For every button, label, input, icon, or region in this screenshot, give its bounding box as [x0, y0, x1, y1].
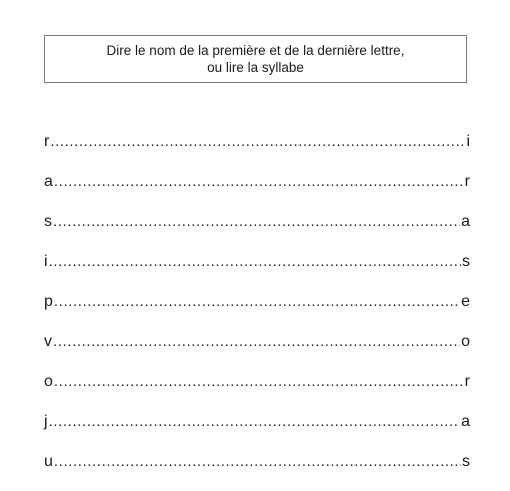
dotted-line: [54, 371, 464, 393]
instruction-line-2: ou lire la syllabe: [207, 60, 304, 75]
letter-row: [44, 331, 470, 371]
first-letter: s: [44, 213, 52, 230]
letter-row: [44, 411, 470, 451]
dotted-line: [53, 331, 460, 353]
last-letter: i: [466, 133, 470, 150]
dotted-line: [53, 211, 460, 233]
letter-row: [44, 371, 470, 411]
dotted-line: [49, 411, 461, 433]
first-letter: j: [44, 413, 48, 430]
letter-row: [44, 211, 470, 251]
first-letter: o: [44, 373, 53, 390]
letter-row: [44, 131, 470, 171]
first-letter: u: [44, 453, 53, 470]
last-letter: s: [462, 253, 470, 270]
first-letter: a: [44, 173, 53, 190]
first-letter: v: [44, 333, 52, 350]
last-letter: e: [461, 293, 470, 310]
last-letter: r: [464, 173, 470, 190]
letter-row: [44, 291, 470, 331]
instruction-box: [44, 35, 467, 83]
dotted-line: [49, 251, 461, 273]
first-letter: p: [44, 293, 53, 310]
letter-row: [44, 451, 470, 491]
last-letter: a: [461, 213, 470, 230]
last-letter: s: [462, 453, 470, 470]
first-letter: i: [44, 253, 48, 270]
letter-row: [44, 251, 470, 291]
first-letter: r: [44, 133, 50, 150]
last-letter: r: [464, 373, 470, 390]
letter-rows: [44, 131, 470, 491]
dotted-line: [54, 171, 464, 193]
letter-row: [44, 171, 470, 211]
instruction-line-1: Dire le nom de la première et de la dernière lettre,: [106, 43, 405, 58]
dotted-line: [54, 291, 460, 313]
last-letter: o: [461, 333, 470, 350]
dotted-line: [50, 131, 465, 153]
last-letter: a: [461, 413, 470, 430]
